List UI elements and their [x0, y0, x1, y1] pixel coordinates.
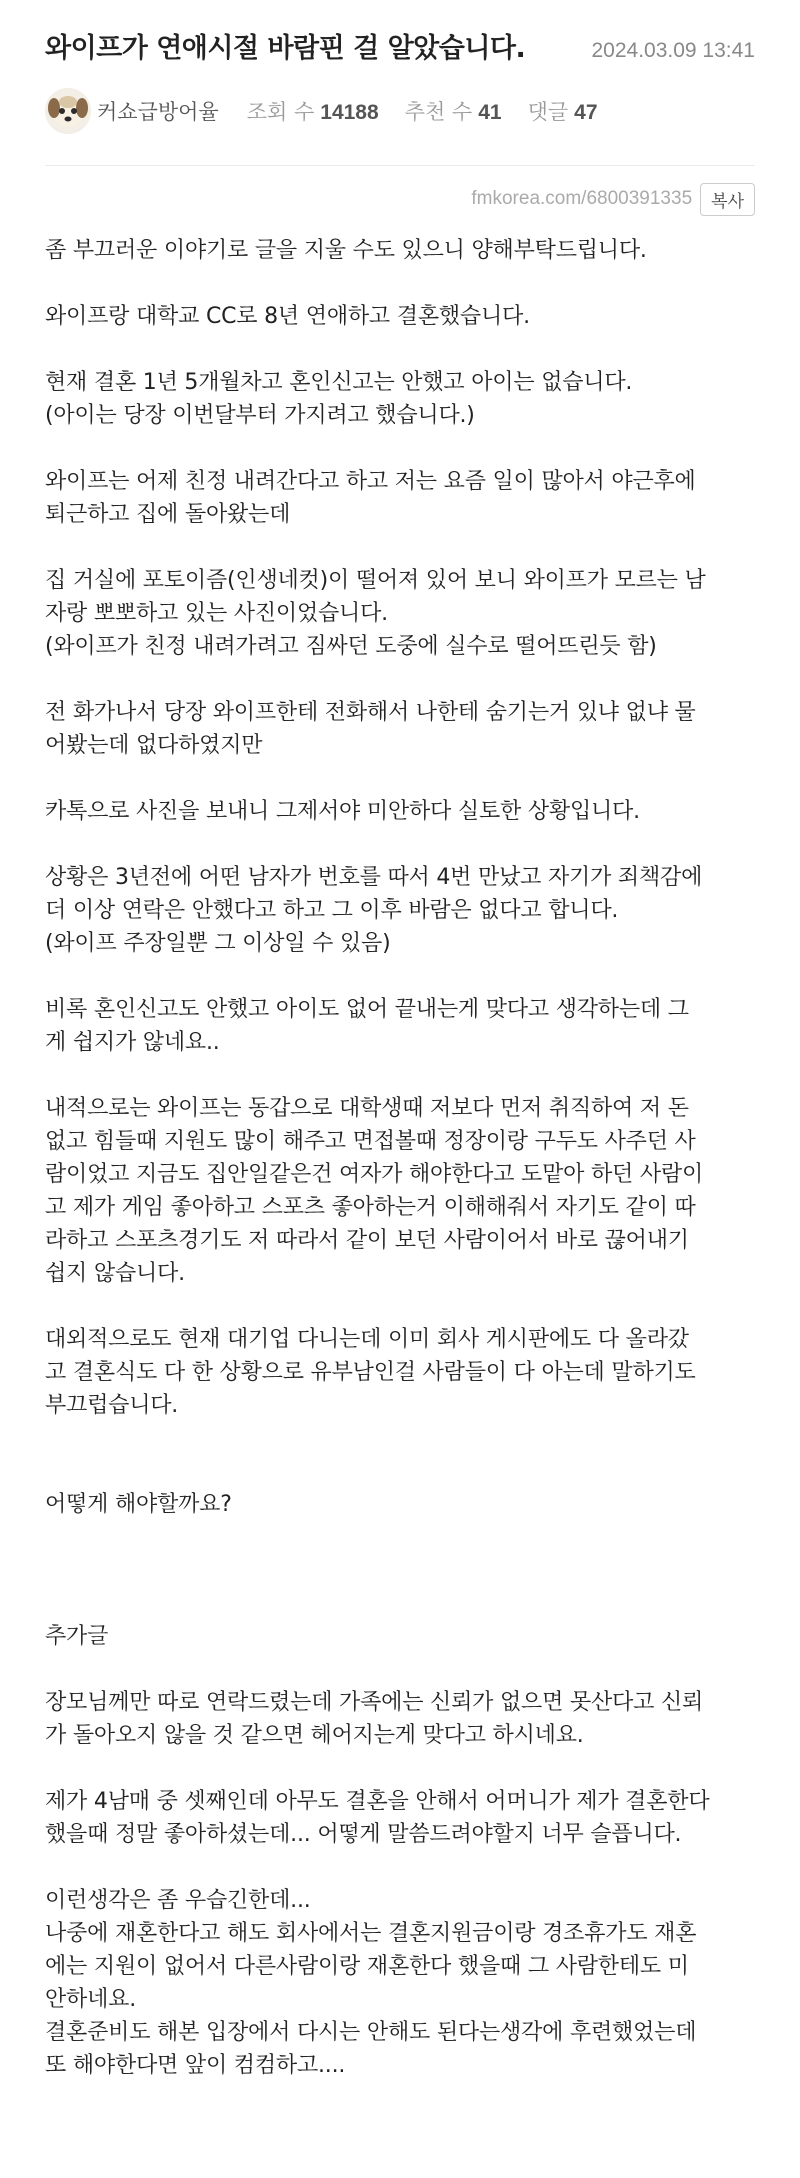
body-blank-line	[45, 762, 755, 795]
body-line: 게 쉽지가 않네요..	[45, 1030, 220, 1055]
body-line: 라하고 스포츠경기도 저 따라서 같이 보던 사람이어서 바로 끊어내기	[45, 1228, 689, 1253]
body-line: (와이프가 친정 내려가려고 짐싸던 도중에 실수로 떨어뜨린듯 함)	[45, 634, 657, 659]
body-line: 더 이상 연락은 안했다고 하고 그 이후 바람은 없다고 합니다.	[45, 898, 619, 923]
header-divider	[45, 165, 755, 166]
body-blank-line	[45, 1587, 755, 1620]
body-line: 와이프랑 대학교 CC로 8년 연애하고 결혼했습니다.	[45, 304, 530, 329]
post-meta	[45, 87, 755, 135]
body-line: 상황은 3년전에 어떤 남자가 번호를 따서 4번 만났고 자기가 죄책감에	[45, 865, 703, 890]
post-header	[45, 0, 755, 65]
body-line: 어떻게 해야할까요?	[45, 1492, 232, 1517]
post-date: 2024.03.09 13:41	[591, 39, 755, 62]
body-line: 결혼준비도 해본 입장에서 다시는 안해도 된다는생각에 후련했었는데	[45, 2020, 697, 2045]
body-line: (아이는 당장 이번달부터 가지려고 했습니다.)	[45, 403, 475, 428]
body-line: 추가글	[45, 1624, 109, 1649]
body-line: 고 제가 게임 좋아하고 스포츠 좋아하는거 이해해줘서 자기도 같이 따	[45, 1195, 696, 1220]
body-line: 좀 부끄러운 이야기로 글을 지울 수도 있으니 양해부탁드립니다.	[45, 238, 647, 263]
view-count: 조회 수 14188	[246, 100, 379, 124]
body-line: 퇴근하고 집에 돌아왔는데	[45, 502, 291, 527]
body-line: 전 화가나서 당장 와이프한테 전화해서 나한테 숨기는거 있냐 없냐 물	[45, 700, 696, 725]
author-name[interactable]: 커쇼급방어율	[97, 100, 219, 124]
puppy-avatar-icon	[45, 88, 91, 134]
body-line: 고 결혼식도 다 한 상황으로 유부남인걸 사람들이 다 아는데 말하기도	[45, 1360, 696, 1385]
like-count: 추천 수 41	[404, 100, 502, 124]
body-line: 쉽지 않습니다.	[45, 1261, 185, 1286]
avatar[interactable]	[45, 88, 91, 134]
body-line: 했을때 정말 좋아하셨는데... 어떻게 말씀드려야할지 너무 슬픕니다.	[45, 1822, 682, 1847]
comment-count[interactable]: 댓글 47	[527, 100, 598, 124]
body-line: 또 해야한다면 앞이 컴컴하고....	[45, 2053, 346, 2078]
body-blank-line	[45, 828, 755, 861]
body-line: 와이프는 어제 친정 내려간다고 하고 저는 요즘 일이 많아서 야근후에	[45, 469, 696, 494]
copy-button[interactable]: 복사	[700, 183, 755, 216]
body-blank-line	[45, 531, 755, 564]
body-blank-line	[45, 1851, 755, 1884]
body-line: 제가 4남매 중 셋째인데 아무도 결혼을 안해서 어머니가 제가 결혼한다	[45, 1789, 710, 1814]
body-blank-line	[45, 1653, 755, 1686]
body-line: 안하네요.	[45, 1987, 137, 2012]
body-blank-line	[45, 1752, 755, 1785]
source-link-row	[45, 182, 755, 216]
body-line: 이런생각은 좀 우습긴한데...	[45, 1888, 311, 1913]
body-blank-line	[45, 1059, 755, 1092]
body-line: 장모님께만 따로 연락드렸는데 가족에는 신뢰가 없으면 못산다고 신뢰	[45, 1690, 704, 1715]
body-blank-line	[45, 1290, 755, 1323]
body-blank-line	[45, 1422, 755, 1455]
body-line: 에는 지원이 없어서 다른사람이랑 재혼한다 했을때 그 사람한테도 미	[45, 1954, 689, 1979]
body-blank-line	[45, 1455, 755, 1488]
body-line: 없고 힘들때 지원도 많이 해주고 면접볼때 정장이랑 구두도 사주던 사	[45, 1129, 696, 1154]
body-line: 자랑 뽀뽀하고 있는 사진이었습니다.	[45, 601, 388, 626]
body-line: 비록 혼인신고도 안했고 아이도 없어 끝내는게 맞다고 생각하는데 그	[45, 997, 689, 1022]
body-line: 가 돌아오지 않을 것 같으면 헤어지는게 맞다고 하시네요.	[45, 1723, 584, 1748]
body-line: 부끄럽습니다.	[45, 1393, 179, 1418]
body-line: 내적으로는 와이프는 동갑으로 대학생때 저보다 먼저 취직하여 저 돈	[45, 1096, 689, 1121]
body-blank-line	[45, 1554, 755, 1587]
body-line: 집 거실에 포토이즘(인생네컷)이 떨어져 있어 보니 와이프가 모르는 남	[45, 568, 706, 593]
source-url[interactable]: fmkorea.com/6800391335	[471, 188, 693, 209]
post-body	[45, 234, 755, 2082]
body-line: 카톡으로 사진을 보내니 그제서야 미안하다 실토한 상황입니다.	[45, 799, 640, 824]
body-line: 나중에 재혼한다고 해도 회사에서는 결혼지원금이랑 경조휴가도 재혼	[45, 1921, 697, 1946]
body-blank-line	[45, 663, 755, 696]
body-line: 대외적으로도 현재 대기업 다니는데 이미 회사 게시판에도 다 올라갔	[45, 1327, 689, 1352]
body-line: (와이프 주장일뿐 그 이상일 수 있음)	[45, 931, 391, 956]
post-title: 와이프가 연애시절 바람핀 걸 알았습니다.	[45, 33, 526, 64]
body-blank-line	[45, 1521, 755, 1554]
body-blank-line	[45, 333, 755, 366]
body-line: 어봤는데 없다하였지만	[45, 733, 263, 758]
body-line: 람이었고 지금도 집안일같은건 여자가 해야한다고 도맡아 하던 사람이	[45, 1162, 704, 1187]
body-line: 현재 결혼 1년 5개월차고 혼인신고는 안했고 아이는 없습니다.	[45, 370, 633, 395]
body-blank-line	[45, 432, 755, 465]
body-blank-line	[45, 267, 755, 300]
body-blank-line	[45, 960, 755, 993]
